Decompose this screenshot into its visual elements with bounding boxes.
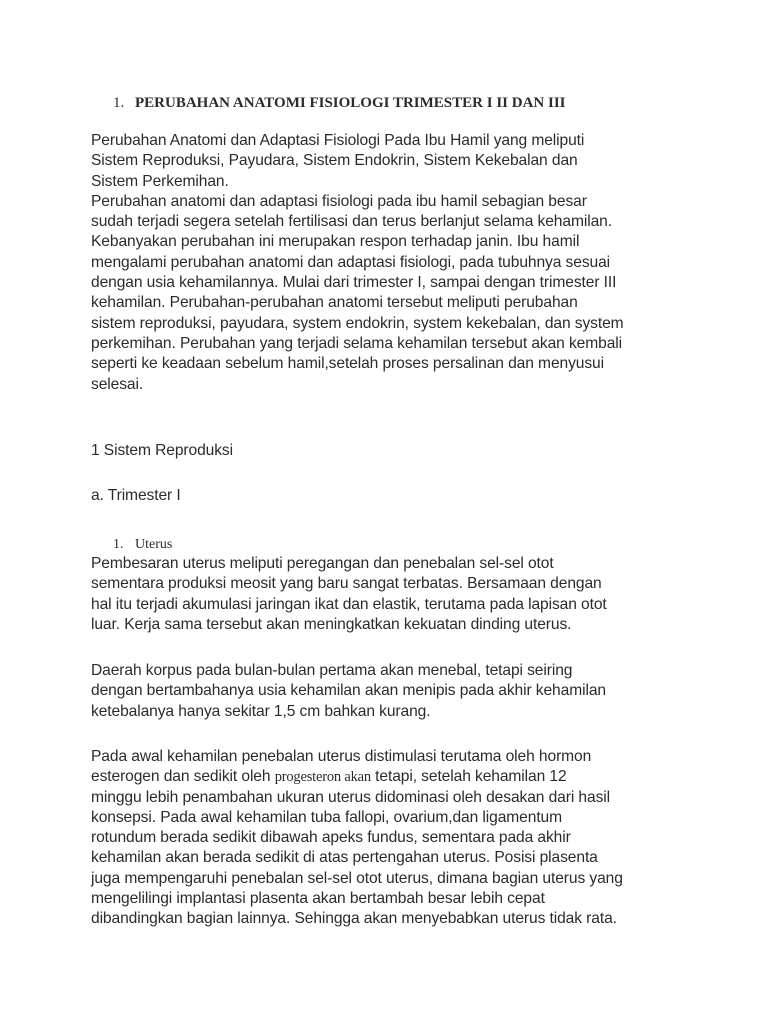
paragraph-line: mengelilingi implantasi plasenta akan bertambah besar lebih cepat (91, 890, 545, 908)
paragraph-line: dengan bertambahanya usia kehamilan akan menipis pada akhir kehamilan (91, 682, 606, 700)
intro-line: sistem reproduksi, payudara, system endokrin, system kekebalan, dan system (91, 314, 624, 332)
list-item-number: 1. (113, 537, 124, 552)
paragraph-1 (91, 554, 691, 635)
paragraph-line: minggu lebih penambahan ukuran uterus didominasi oleh desakan dari hasil (91, 788, 610, 806)
intro-line: sudah terjadi segera setelah fertilisasi dan terus berlanjut selama kehamilan. (91, 213, 612, 231)
intro-line: perkemihan. Perubahan yang terjadi selama kehamilan tersebut akan kembali (91, 334, 622, 352)
paragraph-line-mixed (91, 767, 691, 787)
paragraph-line: hal itu terjadi akumulasi jaringan ikat dan elastik, terutama pada lapisan otot (91, 595, 607, 613)
paragraph-line: dibandingkan bagian lainnya. Sehingga akan menyebabkan uterus tidak rata. (91, 910, 617, 928)
paragraph-line: Pembesaran uterus meliputi peregangan dan penebalan sel-sel otot (91, 555, 554, 572)
intro-line: seperti ke keadaan sebelum hamil,setelah proses persalinan dan menyusui (91, 355, 604, 373)
intro-line: Sistem Reproduksi, Payudara, Sistem Endokrin, Sistem Kekebalan dan (91, 152, 578, 170)
paragraph-2 (91, 661, 691, 722)
paragraph-3 (91, 747, 691, 930)
paragraph-line: luar. Kerja sama tersebut akan meningkatkan kekuatan dinding uterus. (91, 615, 572, 633)
intro-line: Kebanyakan perubahan ini merupakan respon terhadap janin. Ibu hamil (91, 233, 580, 251)
subsection-title: a. Trimester I (91, 487, 181, 504)
paragraph-line: rotundum berada sedikit dibawah apeks fundus, sementara pada akhir (91, 829, 571, 847)
intro-line: mengalami perubahan anatomi dan adaptasi fisiologi, pada tubuhnya sesuai (91, 253, 611, 271)
intro-line: selesai. (91, 375, 144, 393)
serif-text-segment: progesteron akan (274, 769, 371, 786)
text-segment: esterogen dan sedikit oleh (91, 768, 275, 786)
paragraph-line: Pada awal kehamilan penebalan uterus distimulasi terutama oleh hormon (91, 748, 592, 765)
section-title: 1 Sistem Reproduksi (91, 442, 233, 459)
heading-number: 1. (113, 95, 125, 111)
intro-line: dengan usia kehamilannya. Mulai dari trimester I, sampai dengan trimester III (91, 274, 617, 292)
list-item-label: Uterus (135, 537, 173, 552)
main-heading (113, 93, 566, 113)
paragraph-line: konsepsi. Pada awal kehamilan tuba fallopi, ovarium,dan ligamentum (91, 808, 563, 826)
intro-line: Sistem Perkemihan. (91, 172, 229, 190)
intro-line: kehamilan. Perubahan-perubahan anatomi tersebut meliputi perubahan (91, 294, 578, 312)
paragraph-line: juga mempengaruhi penebalan sel-sel otot uterus, dimana bagian uterus yang (91, 869, 623, 887)
intro-paragraph (91, 131, 691, 395)
text-segment: tetapi, setelah kehamilan 12 (370, 768, 567, 786)
paragraph-line: Daerah korpus pada bulan-bulan pertama akan menebal, tetapi seiring (91, 662, 573, 679)
paragraph-line: kehamilan akan berada sedikit di atas pertengahan uterus. Posisi plasenta (91, 849, 598, 867)
heading-title: PERUBAHAN ANATOMI FISIOLOGI TRIMESTER I II DAN III (135, 95, 566, 111)
intro-line: Perubahan anatomi dan adaptasi fisiologi pada ibu hamil sebagian besar (91, 192, 587, 210)
paragraph-line: sementara produksi meosit yang baru sangat terbatas. Bersamaan dengan (91, 575, 602, 593)
list-item-uterus (113, 536, 172, 554)
intro-line: Perubahan Anatomi dan Adaptasi Fisiologi Pada Ibu Hamil yang meliputi (91, 132, 585, 149)
paragraph-line: ketebalanya hanya sekitar 1,5 cm bahkan kurang. (91, 702, 431, 720)
